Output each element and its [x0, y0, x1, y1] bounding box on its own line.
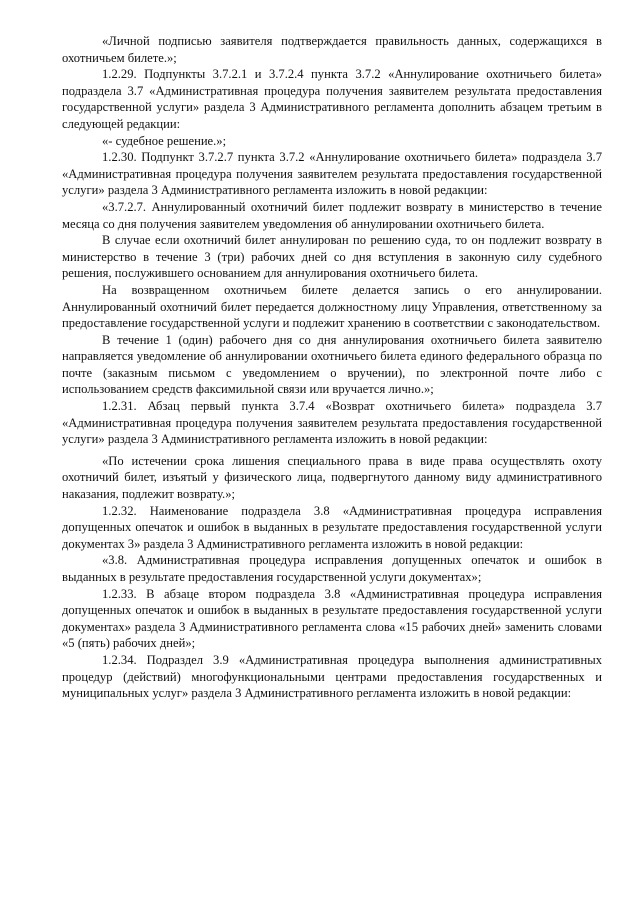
paragraph-1-2-34: 1.2.34. Подраздел 3.9 «Административная процедура выполнения административных процедур (действий) многофункциональными центрами предоставления государственных и муниципальных услуг» раздела 3 Административного регламента изложить в новой редакции:: [62, 652, 602, 701]
paragraph-1-2-32: 1.2.32. Наименование подраздела 3.8 «Административная процедура исправления допущенных опечаток и ошибок в выданных в результате предоставления государственной услуги документах 3» раздела 3 Административного регламента изложить в новой редакции:: [62, 503, 602, 551]
paragraph-1-2-31: 1.2.31. Абзац первый пункта 3.7.4 «Возврат охотничьего билета» подраздела 3.7 «Административная процедура получения заявителем результата предоставления государственной услуги» раздела 3 Административного регламента изложить в новой редакции:: [62, 399, 602, 447]
paragraph-1-2-29: 1.2.29. Подпункты 3.7.2.1 и 3.7.2.4 пункта 3.7.2 «Аннулирование охотничьего билета» подраздела 3.7 «Административная процедура получения заявителем результата предоставления государственной услуги» раздела 3 Административного регламента дополнить абзацем третьим в следующей редакции:: [62, 67, 602, 131]
paragraph-3-8-title: «3.8. Административная процедура исправления допущенных опечаток и ошибок в выданных в результате предоставления государственной услуги документах»;: [62, 553, 602, 584]
paragraph-3-7-2-7: «3.7.2.7. Аннулированный охотничий билет подлежит возврату в министерство в течение месяца со дня получения заявителем уведомления об аннулировании охотничьего билета.: [62, 199, 602, 231]
document-page: [62, 33, 602, 702]
paragraph-court-annulment: В случае если охотничий билет аннулирован по решению суда, то он подлежит возврату в министерство в течение 3 (три) рабочих дней со дня вступления в законную силу судебного решения, послужившего основанием для аннулирования охотничьего билета.: [62, 233, 602, 281]
paragraph-1-2-33: 1.2.33. В абзаце втором подраздела 3.8 «Административная процедура исправления допущенных опечаток и ошибок в выданных в результате предоставления государственной услуги документах» раздела 3 Административного регламента слова «15 рабочих дней» заменить словами «5 (пять) рабочих дней»;: [62, 586, 602, 651]
paragraph-signature-clause: «Личной подписью заявителя подтверждается правильность данных, содержащихся в охотничьем билете.»;: [62, 34, 602, 65]
paragraph-annulment-record: На возвращенном охотничьем билете делается запись о его аннулировании. Аннулированный охотничий билет передается должностному лицу Управления, ответственному за предоставление государственной услуги и подлежит хранению в соответствии с законодательством.: [62, 282, 602, 331]
paragraph-notification: В течение 1 (один) рабочего дня со дня аннулирования охотничьего билета заявителю направляется уведомление об аннулировании охотничьего билета единого федерального образца по почте (заказным письмом с уведомлением о вручении), по электронной почте либо с использованием средств факсимильной связи или вручается лично.»;: [62, 332, 602, 397]
paragraph-court-decision: «- судебное решение.»;: [102, 133, 227, 148]
paragraph-ticket-return: «По истечении срока лишения специального права в виде права осуществлять охоту охотничий билет, изъятый у физического лица, подвергнутого данному виду административного наказания, подлежит возврату.»;: [62, 453, 602, 502]
paragraph-1-2-30: 1.2.30. Подпункт 3.7.2.7 пункта 3.7.2 «Аннулирование охотничьего билета» подраздела 3.7 «Административная процедура получения заявителем результата предоставления государственной услуги» раздела 3 Административного регламента изложить в новой редакции:: [62, 150, 602, 198]
